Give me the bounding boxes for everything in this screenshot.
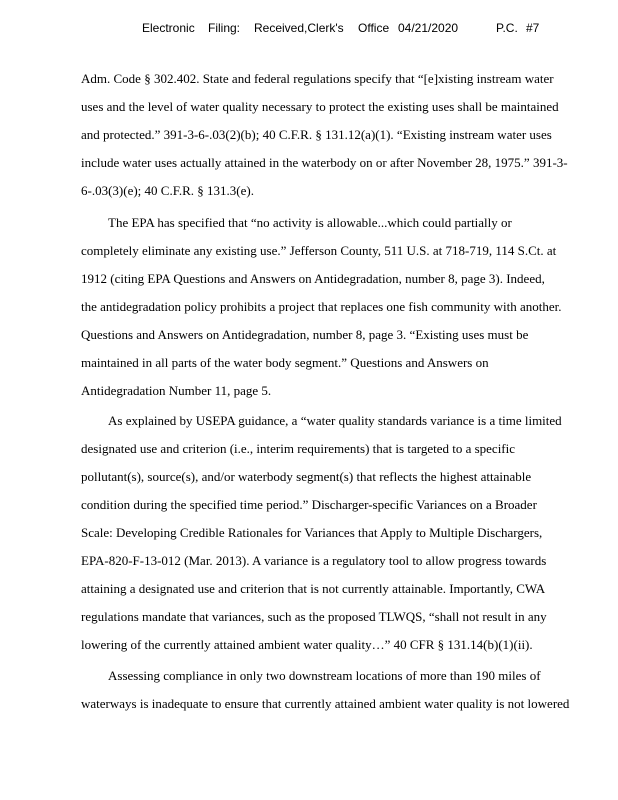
text-line: designated use and criterion (i.e., interim requirements) that is targeted to a specific (81, 441, 516, 456)
text-line: pollutant(s), source(s), and/or waterbody segment(s) that reflects the highest attainable (81, 469, 532, 484)
text-line: 6-.03(3)(e); 40 C.F.R. § 131.3(e). (81, 183, 254, 198)
header-office: Office (358, 21, 390, 35)
header-date: 04/21/2020 (398, 21, 459, 35)
text-line: regulations mandate that variances, such as the proposed TLWQS, “shall not result in any (81, 609, 547, 624)
text-line: attaining a designated use and criterion that is not currently attainable. Importantly, CWA (81, 581, 546, 596)
paragraph-usepa-variance (81, 407, 601, 659)
paragraph-epa-existing-use (81, 209, 601, 405)
header-filing: Filing: (208, 21, 241, 35)
text-line: maintained in all parts of the water body segment.” Questions and Answers on (81, 355, 489, 370)
text-line: Questions and Answers on Antidegradation, number 8, page 3. “Existing uses must be (81, 327, 529, 342)
header-received: Received,Clerk's (254, 21, 344, 35)
header-electronic: Electronic (142, 21, 195, 35)
text-line: EPA-820-F-13-012 (Mar. 2013). A variance is a regulatory tool to allow progress towards (81, 553, 547, 568)
text-line: As explained by USEPA guidance, a “water quality standards variance is a time limited (108, 413, 562, 428)
text-line: 1912 (citing EPA Questions and Answers on Antidegradation, number 8, page 3). Indeed, (81, 271, 545, 286)
paragraph-compliance (81, 662, 601, 718)
text-line: waterways is inadequate to ensure that currently attained ambient water quality is not lowered (81, 696, 570, 711)
text-line: include water uses actually attained in the waterbody on or after November 28, 1975.” 391-3- (81, 155, 568, 170)
text-line: completely eliminate any existing use.” Jefferson County, 511 U.S. at 718-719, 114 S.Ct. at (81, 243, 557, 258)
text-line: and protected.” 391-3-6-.03(2)(b); 40 C.F.R. § 131.12(a)(1). “Existing instream water uses (81, 127, 552, 142)
text-line: Assessing compliance in only two downstream locations of more than 190 miles of (108, 668, 541, 683)
paragraph-regulations (81, 65, 601, 205)
filing-stamp-header (0, 20, 618, 36)
text-line: lowering of the currently attained ambient water quality…” 40 CFR § 131.14(b)(1)(ii). (81, 637, 533, 652)
text-line: condition during the specified time period.” Discharger-specific Variances on a Broader (81, 497, 537, 512)
text-line: Adm. Code § 302.402. State and federal regulations specify that “[e]xisting instream water (81, 71, 554, 86)
text-line: Scale: Developing Credible Rationales for Variances that Apply to Multiple Dischargers, (81, 525, 543, 540)
text-line: uses and the level of water quality necessary to protect the existing uses shall be maintained (81, 99, 559, 114)
header-pc-label: P.C. (496, 21, 518, 35)
text-line: Antidegradation Number 11, page 5. (81, 383, 272, 398)
text-line: the antidegradation policy prohibits a project that replaces one fish community with another. (81, 299, 562, 314)
header-pc-number: #7 (526, 21, 540, 35)
text-line: The EPA has specified that “no activity is allowable...which could partially or (108, 215, 512, 230)
